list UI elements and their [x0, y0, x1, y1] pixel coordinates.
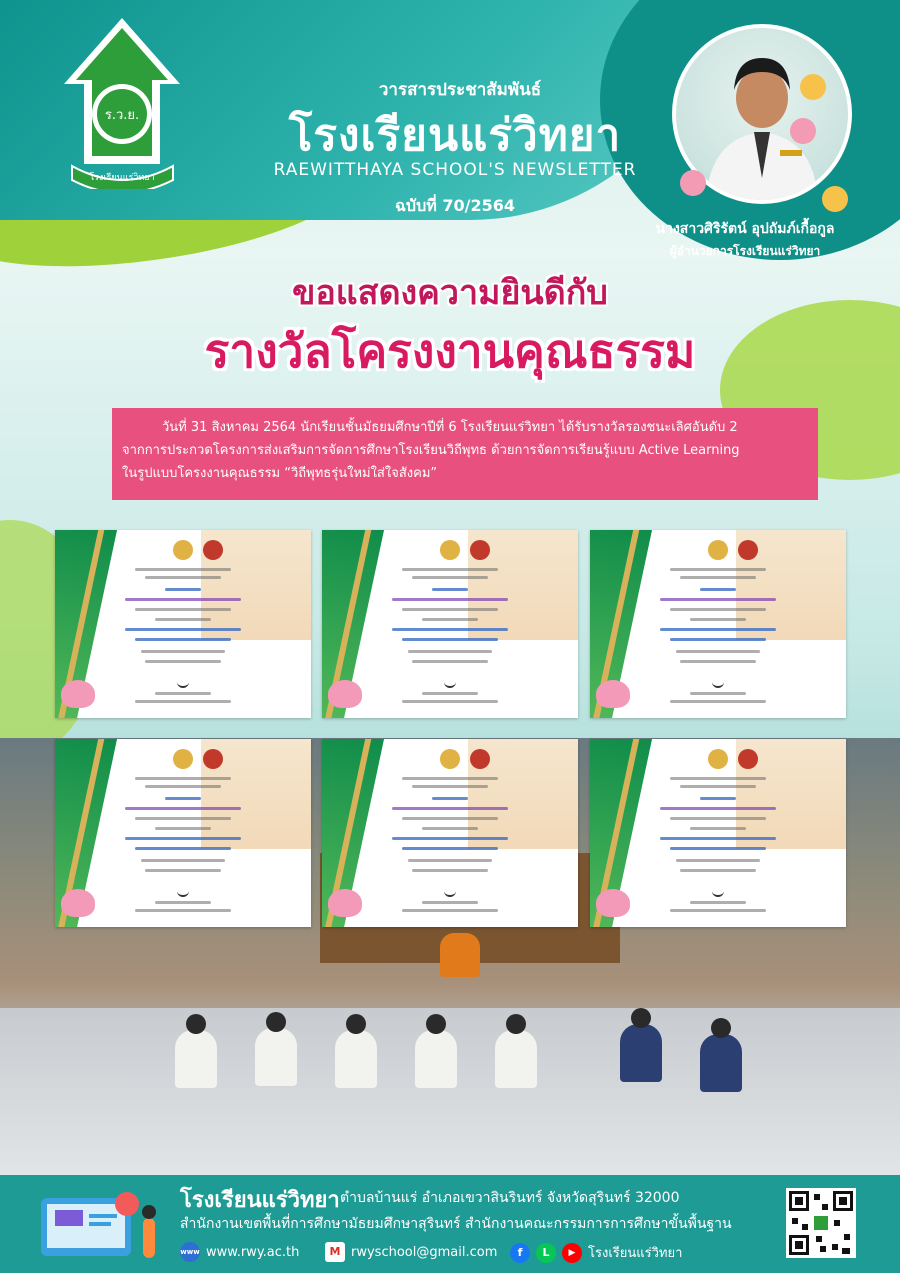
certificate-3: [590, 530, 846, 718]
certificate-text-line: [670, 568, 766, 571]
signature-mark: [712, 678, 724, 688]
certificate-text-line: [422, 618, 478, 621]
news-line-1: วันที่ 31 สิงหาคม 2564 นักเรียนชั้นมัธยมศึกษาปีที่ 6 โรงเรียนแร่วิทยา ได้รับรางวัลรองชนะเลิศอันดับ 2: [162, 420, 738, 435]
gmail-icon: M: [325, 1242, 345, 1262]
certificate-text-line: [135, 568, 231, 571]
certificate-text-line: [700, 588, 736, 591]
certificate-4: [55, 739, 311, 927]
lotus-icon: [328, 889, 362, 917]
certificate-text-line: [670, 777, 766, 780]
certificate-text-line: [676, 650, 760, 653]
certificate-text-line: [408, 650, 492, 653]
certificate-text-line: [155, 692, 211, 695]
certificate-text-line: [145, 785, 221, 788]
website-text: www.rwy.ac.th: [206, 1244, 300, 1260]
certificate-text-line: [141, 650, 225, 653]
certificate-text-line: [135, 847, 231, 850]
certificate-text-line: [392, 837, 508, 840]
certificate-text-line: [392, 628, 508, 631]
certificate-text-line: [135, 608, 231, 611]
certificate-text-line: [670, 700, 766, 703]
emblem-icon: [203, 749, 223, 769]
qr-code[interactable]: [786, 1188, 856, 1258]
certificate-text-line: [680, 576, 756, 579]
congrats-headline: ขอแสดงความยินดีกับ: [292, 273, 608, 313]
certificate-text-line: [155, 901, 211, 904]
lotus-icon: [61, 680, 95, 708]
certificate-text-line: [670, 608, 766, 611]
certificate-text-line: [660, 628, 776, 631]
school-logo: [60, 14, 185, 189]
certificate-text-line: [402, 700, 498, 703]
certificate-text-line: [680, 660, 756, 663]
certificate-text-line: [690, 901, 746, 904]
footer-school-name: โรงเรียนแร่วิทยา: [180, 1188, 340, 1213]
certificate-text-line: [412, 576, 488, 579]
certificate-text-line: [690, 827, 746, 830]
certificate-text-line: [155, 618, 211, 621]
certificate-text-line: [432, 588, 468, 591]
flower-decor: [790, 118, 816, 144]
director-name: นางสาวศิริรัตน์ อุปถัมภ์เกื้อกูล: [655, 221, 835, 237]
emblem-icon: [470, 540, 490, 560]
facebook-icon[interactable]: f: [510, 1243, 530, 1263]
seal-icon: [708, 540, 728, 560]
certificate-text-line: [690, 618, 746, 621]
signature-mark: [444, 887, 456, 897]
certificate-text-line: [676, 859, 760, 862]
certificate-text-line: [402, 638, 498, 641]
director-role: ผู้อำนวยการโรงเรียนแร่วิทยา: [669, 244, 821, 258]
newsletter-subtitle: วารสารประชาสัมพันธ์: [378, 80, 542, 100]
certificate-6: [590, 739, 846, 927]
news-line-2: จากการประกวดโครงการส่งเสริมการจัดการศึกษาโรงเรียนวิถีพุทธ ด้วยการจัดการเรียนรู้แบบ Active Learning: [122, 443, 740, 458]
lotus-icon: [328, 680, 362, 708]
emblem-icon: [470, 749, 490, 769]
newsletter-header: [0, 0, 900, 258]
award-headline: รางวัลโครงงานคุณธรรม: [204, 324, 696, 378]
certificate-text-line: [402, 909, 498, 912]
social-name: โรงเรียนแร่วิทยา: [588, 1246, 683, 1261]
certificate-text-line: [660, 837, 776, 840]
email-link[interactable]: [325, 1242, 497, 1262]
certificate-text-line: [392, 807, 508, 810]
certificate-text-line: [125, 837, 241, 840]
line-icon[interactable]: L: [536, 1243, 556, 1263]
certificate-text-line: [402, 817, 498, 820]
certificate-text-line: [660, 598, 776, 601]
certificate-text-line: [412, 660, 488, 663]
certificate-text-line: [700, 797, 736, 800]
certificate-text-line: [670, 638, 766, 641]
emblem-icon: [203, 540, 223, 560]
school-name-title: โรงเรียนแร่วิทยา: [288, 110, 622, 161]
certificate-text-line: [392, 598, 508, 601]
certificate-text-line: [690, 692, 746, 695]
certificate-text-line: [135, 700, 231, 703]
seal-icon: [173, 540, 193, 560]
certificate-text-line: [422, 692, 478, 695]
certificate-1: [55, 530, 311, 718]
footer-illustration: [35, 1184, 165, 1268]
website-link[interactable]: [180, 1242, 299, 1262]
certificate-text-line: [165, 797, 201, 800]
certificate-text-line: [155, 827, 211, 830]
certificate-text-line: [680, 785, 756, 788]
certificate-text-line: [145, 869, 221, 872]
seal-icon: [440, 749, 460, 769]
certificate-text-line: [422, 901, 478, 904]
certificate-text-line: [670, 847, 766, 850]
certificate-text-line: [402, 847, 498, 850]
certificate-text-line: [670, 817, 766, 820]
certificate-text-line: [135, 777, 231, 780]
certificate-text-line: [402, 777, 498, 780]
signature-mark: [444, 678, 456, 688]
lotus-icon: [61, 889, 95, 917]
seal-icon: [173, 749, 193, 769]
signature-mark: [177, 887, 189, 897]
emblem-icon: [738, 540, 758, 560]
certificate-text-line: [408, 859, 492, 862]
certificate-text-line: [135, 638, 231, 641]
certificate-text-line: [660, 807, 776, 810]
certificate-text-line: [145, 660, 221, 663]
certificate-text-line: [412, 869, 488, 872]
certificate-text-line: [680, 869, 756, 872]
english-title: RAEWITTHAYA SCHOOL'S NEWSLETTER: [273, 160, 637, 180]
certificate-5: [322, 739, 578, 927]
logo-banner-text: โรงเรียนแร่วิทยา: [89, 173, 155, 183]
certificate-text-line: [165, 588, 201, 591]
footer-address: ตำบลบ้านแร่ อำเภอเขวาสินรินทร์ จังหวัดสุรินทร์ 32000: [340, 1190, 680, 1206]
youtube-icon[interactable]: ▶: [562, 1243, 582, 1263]
issue-number: ฉบับที่ 70/2564: [395, 196, 515, 215]
certificate-text-line: [432, 797, 468, 800]
globe-icon: www: [180, 1242, 200, 1262]
emblem-icon: [738, 749, 758, 769]
logo-initials: ร.ว.ย.: [104, 108, 140, 123]
signature-mark: [177, 678, 189, 688]
certificate-text-line: [402, 608, 498, 611]
news-line-3: ในรูปแบบโครงงานคุณธรรม “วิถีพุทธรุ่นใหม่ใส่ใจสังคม”: [122, 466, 438, 481]
footer-agency: สำนักงานเขตพื้นที่การศึกษามัธยมศึกษาสุรินทร์ สำนักงานคณะกรรมการการศึกษาขั้นพื้นฐาน: [180, 1216, 732, 1232]
certificate-text-line: [422, 827, 478, 830]
signature-mark: [712, 887, 724, 897]
certificate-text-line: [135, 817, 231, 820]
seal-icon: [440, 540, 460, 560]
certificate-text-line: [412, 785, 488, 788]
certificate-text-line: [135, 909, 231, 912]
certificate-text-line: [145, 576, 221, 579]
news-paragraph: [112, 408, 818, 500]
social-links[interactable]: [510, 1242, 682, 1263]
flower-decor: [800, 74, 826, 100]
seal-icon: [708, 749, 728, 769]
certificate-text-line: [670, 909, 766, 912]
flower-decor: [680, 170, 706, 196]
flower-decor: [822, 186, 848, 212]
certificate-text-line: [125, 628, 241, 631]
certificate-2: [322, 530, 578, 718]
certificate-text-line: [402, 568, 498, 571]
lotus-icon: [596, 680, 630, 708]
certificate-text-line: [125, 807, 241, 810]
lotus-icon: [596, 889, 630, 917]
certificate-text-line: [125, 598, 241, 601]
certificate-text-line: [141, 859, 225, 862]
email-text: rwyschool@gmail.com: [351, 1244, 498, 1260]
